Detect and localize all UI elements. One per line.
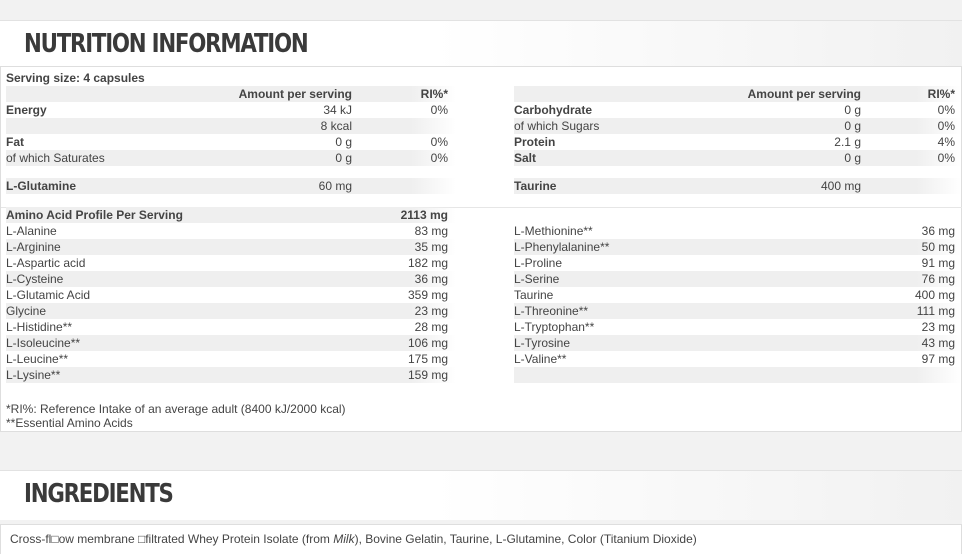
- serving-size: Serving size: 4 capsules: [6, 71, 145, 85]
- nutrient-ri: 0%: [430, 135, 448, 149]
- amino-acid-name: L-Cysteine: [6, 272, 64, 286]
- amount-header: Amount per serving: [238, 87, 352, 101]
- amino-profile-total: 2113 mg: [400, 208, 448, 222]
- ingredients-allergen: Milk: [333, 532, 355, 546]
- ri-header: RI%*: [420, 87, 448, 101]
- nutrient-row: [6, 118, 456, 134]
- nutrient-amount: 2.1 g: [834, 135, 861, 149]
- ingredients-text-part: ), Bovine Gelatin, Taurine, L-Glutamine, Color (Titanium Dioxide): [354, 532, 697, 546]
- amino-acid-name: L-Valine**: [514, 352, 567, 366]
- amino-acid-amount: 106 mg: [407, 336, 448, 350]
- glutamine-row: [6, 178, 456, 194]
- amino-acid-amount: 97 mg: [921, 352, 955, 366]
- amino-acid-name: L-Glutamic Acid: [6, 288, 91, 302]
- amino-acid-row-empty: [514, 367, 961, 383]
- amino-acid-name: L-Serine: [514, 272, 560, 286]
- amino-acid-amount: 50 mg: [921, 240, 955, 254]
- footnote-ri: *RI%: Reference Intake of an average adult (8400 kJ/2000 kcal): [6, 402, 346, 416]
- nutrient-name: Salt: [514, 151, 537, 165]
- amino-acid-amount: 159 mg: [407, 368, 448, 382]
- taurine-name: Taurine: [514, 179, 557, 193]
- nutrient-ri: 4%: [937, 135, 955, 149]
- nutrition-panel: [0, 66, 962, 432]
- taurine-row: [514, 178, 961, 194]
- amino-acid-name: L-Tyrosine: [514, 336, 571, 350]
- amino-acid-row: [514, 335, 961, 351]
- amino-acid-amount: 35 mg: [414, 240, 448, 254]
- amino-acid-amount: 400 mg: [914, 288, 955, 302]
- serving-size-row: [6, 70, 306, 86]
- nutrient-row: [6, 134, 456, 150]
- amino-acid-row: [6, 319, 456, 335]
- amino-acid-row: [6, 255, 456, 271]
- amino-acid-name: L-Histidine**: [6, 320, 73, 334]
- amino-acid-row: [6, 271, 456, 287]
- amino-acid-row: [514, 223, 961, 239]
- amino-profile-title: Amino Acid Profile Per Serving: [6, 208, 183, 222]
- nutrient-ri: 0%: [430, 151, 448, 165]
- ri-header: RI%*: [927, 87, 955, 101]
- amino-acid-amount: 111 mg: [916, 304, 955, 318]
- amino-acid-row: [6, 303, 456, 319]
- amino-acid-row: [514, 239, 961, 255]
- amino-acid-row: [6, 367, 456, 383]
- ingredients-header: [0, 470, 962, 520]
- amino-acid-name: L-Leucine**: [6, 352, 69, 366]
- glutamine-name: L-Glutamine: [6, 179, 77, 193]
- amino-acid-amount: 23 mg: [414, 304, 448, 318]
- nutrient-name: Protein: [514, 135, 556, 149]
- nutrient-amount: 0 g: [844, 119, 861, 133]
- nutrient-header-row-right: [514, 86, 961, 102]
- nutrient-amount: 0 g: [335, 135, 352, 149]
- nutrient-row: [514, 102, 961, 118]
- nutrient-ri: 0%: [937, 119, 955, 133]
- amino-acid-amount: 91 mg: [921, 256, 955, 270]
- nutrient-ri: 0%: [937, 151, 955, 165]
- ingredients-title: INGREDIENTS: [24, 479, 173, 509]
- amino-acid-row: [6, 239, 456, 255]
- nutrient-amount: 0 g: [335, 151, 352, 165]
- nutrient-row: [514, 118, 961, 134]
- ingredients-panel: [0, 524, 962, 554]
- amino-acid-row: [6, 223, 456, 239]
- amino-acid-amount: 28 mg: [414, 320, 448, 334]
- nutrient-amount: 0 g: [844, 103, 861, 117]
- amino-acid-name: L-Proline: [514, 256, 563, 270]
- amino-acid-amount: 83 mg: [414, 224, 448, 238]
- nutrient-row: [6, 150, 456, 166]
- ingredients-text-part: Cross-fl□ow membrane □filtrated Whey Protein Isolate (from: [10, 532, 334, 546]
- amino-acid-amount: 36 mg: [921, 224, 955, 238]
- nutrition-header: [0, 20, 962, 70]
- amino-acid-name: L-Methionine**: [514, 224, 593, 238]
- nutrient-name: of which Sugars: [514, 119, 600, 133]
- amino-acid-row: [6, 351, 456, 367]
- amino-acid-name: L-Lysine**: [6, 368, 61, 382]
- amino-acid-name: L-Tryptophan**: [514, 320, 595, 334]
- amino-acid-amount: 175 mg: [407, 352, 448, 366]
- ingredients-text: [10, 532, 697, 546]
- amino-acid-row: [514, 319, 961, 335]
- glutamine-amount: 60 mg: [318, 179, 352, 193]
- amino-acid-name: Taurine: [514, 288, 554, 302]
- amino-acid-amount: 76 mg: [921, 272, 955, 286]
- amino-acid-name: Glycine: [6, 304, 47, 318]
- nutrient-name: of which Saturates: [6, 151, 105, 165]
- amino-acid-name: L-Phenylalanine**: [514, 240, 610, 254]
- nutrient-name: Fat: [6, 135, 24, 149]
- amino-acid-row: [514, 287, 961, 303]
- amino-acid-amount: 43 mg: [921, 336, 955, 350]
- amino-acid-row: [514, 271, 961, 287]
- amino-acid-name: L-Alanine: [6, 224, 57, 238]
- nutrient-row: [514, 134, 961, 150]
- amino-acid-name: L-Aspartic acid: [6, 256, 86, 270]
- amino-acid-amount: 182 mg: [407, 256, 448, 270]
- nutrient-amount: 0 g: [844, 151, 861, 165]
- amino-acid-amount: 23 mg: [921, 320, 955, 334]
- amino-acid-amount: 36 mg: [414, 272, 448, 286]
- nutrient-name: Carbohydrate: [514, 103, 593, 117]
- nutrient-row: [6, 102, 456, 118]
- amino-acid-row: [514, 255, 961, 271]
- nutrient-row: [514, 150, 961, 166]
- amino-acid-row: [514, 303, 961, 319]
- amino-acid-row: [6, 335, 456, 351]
- amino-acid-name: L-Isoleucine**: [6, 336, 81, 350]
- amino-acid-amount: 359 mg: [407, 288, 448, 302]
- amino-profile-header: [6, 207, 456, 223]
- nutrient-name: Energy: [6, 103, 47, 117]
- amount-header: Amount per serving: [747, 87, 861, 101]
- nutrient-amount: 34 kJ: [323, 103, 352, 117]
- amino-acid-row: [514, 351, 961, 367]
- taurine-amount: 400 mg: [820, 179, 861, 193]
- footnotes: [6, 402, 346, 430]
- amino-acid-row: [6, 287, 456, 303]
- amino-acid-name: L-Arginine: [6, 240, 61, 254]
- nutrient-ri: 0%: [430, 103, 448, 117]
- nutrient-ri: 0%: [937, 103, 955, 117]
- nutrition-title: NUTRITION INFORMATION: [24, 29, 308, 59]
- nutrient-header-row-left: [6, 86, 456, 102]
- nutrient-amount: 8 kcal: [320, 119, 352, 133]
- footnote-essential: **Essential Amino Acids: [6, 416, 133, 430]
- amino-acid-name: L-Threonine**: [514, 304, 589, 318]
